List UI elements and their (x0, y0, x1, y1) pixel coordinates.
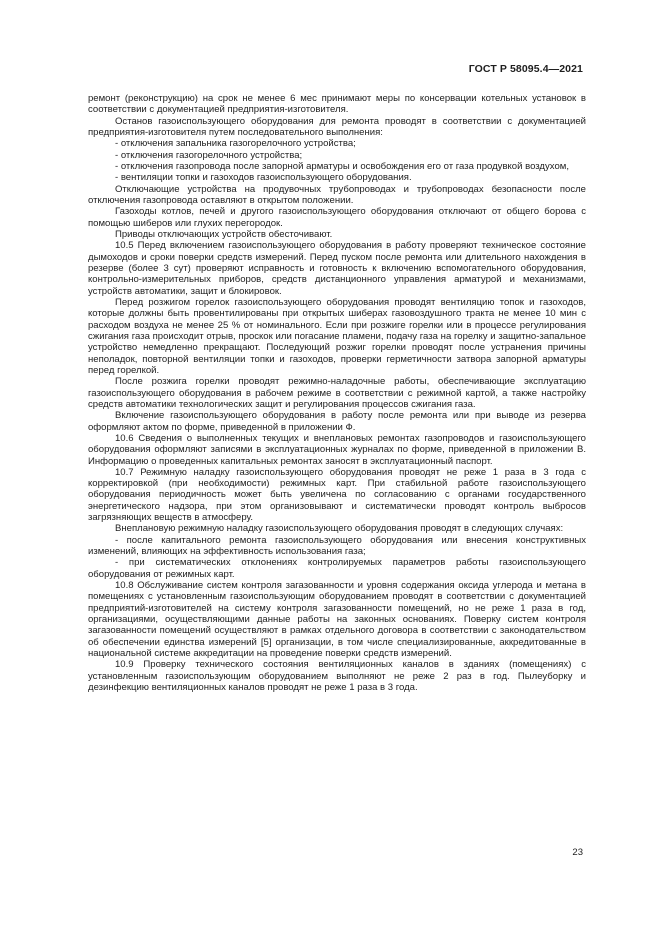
paragraph: Приводы отключающих устройств обесточивают. (115, 228, 333, 240)
paragraph: ремонт (реконструкцию) на срок не менее 6 мес принимают меры по консервации котельных установок в соответствии с документацией предприятия-изготовителя. (88, 93, 586, 116)
body-text (88, 93, 586, 693)
paragraph: Включение газоиспользующего оборудования в работу после ремонта или при выводе из резерва оформляют актом по форме, приведенной в приложении Ф. (88, 410, 586, 433)
paragraph: 10.6 Сведения о выполненных текущих и внеплановых ремонтах газопроводов и газоиспользующего оборудования оформляют записями в эксплуатационных журналах по форме, приведенной в приложении В. Информацию о проведенных капитальных ремонтах заносят в эксплуатационный паспорт. (88, 432, 586, 467)
standard-code: ГОСТ Р 58095.4—2021 (468, 63, 583, 75)
paragraph: Останов газоиспользующего оборудования для ремонта проводят в соответствии с документацией предприятия-изготовителя путем последовательного выполнения: (88, 115, 586, 138)
paragraph: - при систематических отклонениях контролируемых параметров работы газоиспользующего оборудования от режимных карт. (88, 557, 586, 580)
paragraph: 10.8 Обслуживание систем контроля загазованности и уровня содержания оксида углерода и метана в помещениях с установленным газоиспользующим оборудованием проводят в соответствии с документацией предприятий-изготовителей на систему контроля загазованности помещений, но не реже 1 раза в год, организациями, осуществляющими данные работы на законных основаниях. Поверку систем контроля загазованности помещений осуществляют в рамках отдельного договора в соответствии с законодательством об обеспечении единства измерений [5] организации, в том числе специализированные, аккредитованные в национальной системе аккредитации на проведение поверки средств измерений. (88, 580, 586, 660)
paragraph: 10.7 Режимную наладку газоиспользующего оборудования проводят не реже 1 раза в 3 года с корректировкой (при необходимости) режимных карт. При стабильной работе газоиспользующего оборудования периодичность может быть увеличена по согласованию с органами государственного энергетического надзора, при этом организовывают и систематически проводят контроль выбросов загрязняющих веществ в атмосферу. (88, 466, 586, 524)
paragraph: - вентиляции топки и газоходов газоиспользующего оборудования. (115, 172, 412, 184)
paragraph: 10.9 Проверку технического состояния вентиляционных каналов в зданиях (помещениях) с установленным газоиспользующим оборудованием выполняют не реже 2 раз в год. Пылеуборку и дезинфекцию вентиляционных каналов проводят не реже 1 раза в 3 года. (88, 659, 586, 694)
paragraph: 10.5 Перед включением газоиспользующего оборудования в работу проверяют техническое состояние дымоходов и сроки поверки средств измерений. Перед пуском после ремонта или длительного нахождения в резерве (более 3 сут) проверяют исправность и готовность к включению вспомогательного оборудования, контрольно-измерительных приборов, средств дистанционного управления арматурой и механизмами, устройств автоматики, защит и блокировок. (88, 240, 586, 297)
paragraph: - отключения запальника газогорелочного устройства; (115, 138, 356, 150)
paragraph: Отключающие устройства на продувочных трубопроводах и трубопроводах безопасности после отключения газопровода оставляют в открытом положении. (88, 183, 586, 206)
page-number: 23 (572, 847, 583, 858)
paragraph: Внеплановую режимную наладку газоиспользующего оборудования проводят в следующих случаях: (115, 523, 564, 535)
paragraph: - отключения газопровода после запорной арматуры и освобождения его от газа продувкой воздухом, (115, 160, 569, 172)
paragraph: - отключения газогорелочного устройства; (115, 149, 303, 161)
paragraph: Перед розжигом горелок газоиспользующего оборудования проводят вентиляцию топок и газоходов, которые должны быть провентилированы при открытых шиберах газовоздушного тракта не менее 10 мин с расходом воздуха не менее 25 % от номинального. Если при розжиге горелки или в процессе регулирования сжигания газа происходит отрыв, проскок или погасание пламени, подачу газа на горелку и защитно-запальное устройство немедленно прекращают. Последующий розжиг горелки проводят после устранения причины неполадок, повторной вентиляции топки и газоходов, проверки герметичности затвора запорной арматуры перед горелкой. (88, 296, 586, 376)
paragraph: Газоходы котлов, печей и другого газоиспользующего оборудования отключают от общего борова с помощью шиберов или глухих перегородок. (88, 206, 586, 229)
paragraph: После розжига горелки проводят режимно-наладочные работы, обеспечивающие эксплуатацию газоиспользующего оборудования в рабочем режиме в соответствии с режимной картой, а также настройку средств автоматики технологических защит и регулирования процессов сжигания газа. (88, 376, 586, 410)
paragraph: - после капитального ремонта газоиспользующего оборудования или внесения конструктивных изменений, влияющих на эффективность использования газа; (88, 534, 586, 558)
